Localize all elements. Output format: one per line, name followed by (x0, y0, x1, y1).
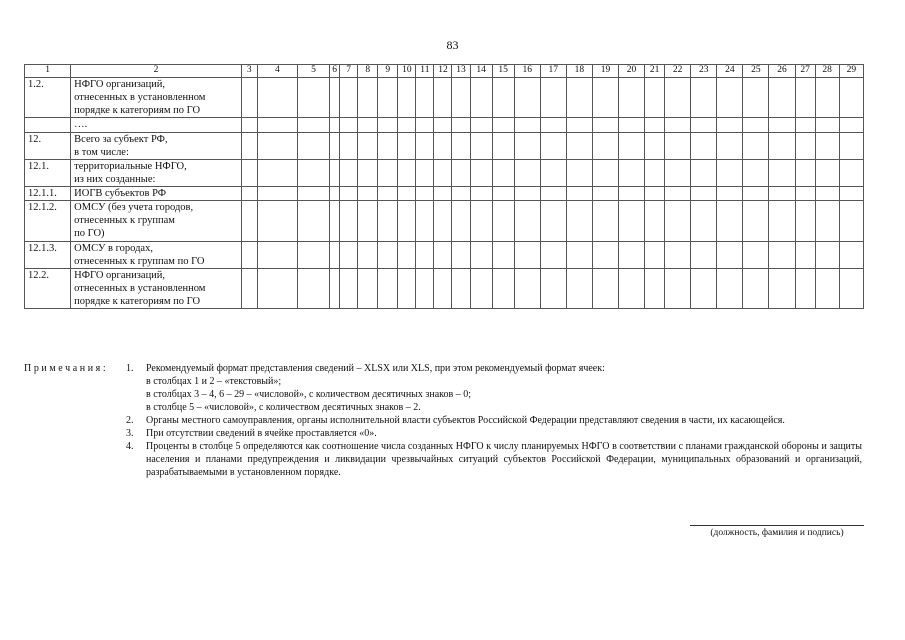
column-header-13: 13 (452, 65, 470, 78)
column-header-23: 23 (691, 65, 717, 78)
table-cell (743, 187, 769, 201)
table-cell (398, 268, 416, 308)
table-cell (566, 118, 592, 132)
row-label: ОМСУ в городах, отнесенных к группам по ГО (71, 241, 242, 268)
table-cell (795, 78, 815, 118)
column-header-10: 10 (398, 65, 416, 78)
table-cell (340, 78, 358, 118)
table-cell (330, 268, 340, 308)
table-cell (257, 78, 297, 118)
column-header-24: 24 (717, 65, 743, 78)
note-text: в столбцах 3 – 4, 6 – 29 – «числовой», с количеством десятичных знаков – 0; (146, 389, 471, 400)
table-cell (839, 268, 863, 308)
table-cell (452, 201, 470, 241)
column-header-19: 19 (592, 65, 618, 78)
column-header-27: 27 (795, 65, 815, 78)
table-row (25, 159, 864, 186)
table-cell (717, 132, 743, 159)
table-cell (452, 159, 470, 186)
table-cell (452, 118, 470, 132)
table-cell (514, 187, 540, 201)
table-cell (358, 159, 378, 186)
table-cell (645, 241, 665, 268)
table-cell (795, 132, 815, 159)
table-row (25, 132, 864, 159)
table-cell (665, 159, 691, 186)
table-cell (769, 159, 795, 186)
table-cell (769, 201, 795, 241)
table-cell (769, 241, 795, 268)
table-cell (297, 78, 329, 118)
table-cell (257, 268, 297, 308)
table-cell (241, 118, 257, 132)
table-cell (619, 118, 645, 132)
table-cell (566, 78, 592, 118)
table-cell (645, 268, 665, 308)
table-cell (619, 78, 645, 118)
table-cell (434, 201, 452, 241)
table-cell (645, 118, 665, 132)
column-header-15: 15 (492, 65, 514, 78)
table-header-row (25, 65, 864, 78)
table-cell (330, 241, 340, 268)
table-cell (470, 241, 492, 268)
table-cell (514, 159, 540, 186)
column-header-4: 4 (257, 65, 297, 78)
table-cell (566, 132, 592, 159)
table-cell (645, 78, 665, 118)
table-cell (540, 241, 566, 268)
column-header-14: 14 (470, 65, 492, 78)
table-cell (540, 159, 566, 186)
table-cell (416, 132, 434, 159)
table-cell (492, 241, 514, 268)
note-text: в столбцах 1 и 2 – «текстовый»; (146, 376, 282, 387)
note-item (126, 362, 862, 414)
table-cell (592, 187, 618, 201)
table-cell (691, 78, 717, 118)
table-cell (241, 268, 257, 308)
note-item (126, 440, 862, 479)
table-cell (839, 118, 863, 132)
row-code: 12.2. (25, 268, 71, 308)
table-cell (492, 201, 514, 241)
table-cell (358, 118, 378, 132)
table-cell (743, 241, 769, 268)
table-cell (665, 132, 691, 159)
table-cell (378, 201, 398, 241)
table-cell (434, 132, 452, 159)
table-cell (378, 187, 398, 201)
column-header-22: 22 (665, 65, 691, 78)
table-cell (645, 159, 665, 186)
table-cell (645, 187, 665, 201)
note-number: 2. (126, 415, 134, 426)
table-cell (398, 159, 416, 186)
column-header-6: 6 (330, 65, 340, 78)
table-cell (691, 268, 717, 308)
table-row (25, 241, 864, 268)
table-cell (434, 241, 452, 268)
table-cell (592, 201, 618, 241)
table-cell (514, 201, 540, 241)
column-header-17: 17 (540, 65, 566, 78)
table-cell (358, 241, 378, 268)
data-table (24, 64, 864, 309)
table-cell (717, 118, 743, 132)
table-cell (769, 132, 795, 159)
table-cell (257, 159, 297, 186)
table-cell (815, 78, 839, 118)
row-label: ОМСУ (без учета городов, отнесенных к группам по ГО) (71, 201, 242, 241)
table-cell (619, 132, 645, 159)
table-cell (378, 118, 398, 132)
column-header-20: 20 (619, 65, 645, 78)
table-cell (665, 187, 691, 201)
row-code (25, 118, 71, 132)
table-cell (470, 268, 492, 308)
row-label: НФГО организаций, отнесенных в установленном порядке к категориям по ГО (71, 78, 242, 118)
table-cell (358, 201, 378, 241)
table-cell (434, 268, 452, 308)
table-cell (330, 132, 340, 159)
column-header-21: 21 (645, 65, 665, 78)
table-cell (257, 201, 297, 241)
table-cell (795, 268, 815, 308)
table-cell (330, 159, 340, 186)
table-cell (795, 187, 815, 201)
table-cell (769, 187, 795, 201)
table-cell (434, 159, 452, 186)
table-cell (398, 78, 416, 118)
table-cell (398, 241, 416, 268)
table-cell (434, 187, 452, 201)
table-cell (691, 241, 717, 268)
column-header-25: 25 (743, 65, 769, 78)
table-cell (540, 118, 566, 132)
table-cell (297, 132, 329, 159)
row-code: 12.1.2. (25, 201, 71, 241)
table-cell (815, 118, 839, 132)
table-cell (257, 241, 297, 268)
table-cell (839, 132, 863, 159)
table-cell (566, 241, 592, 268)
table-cell (470, 132, 492, 159)
table-cell (241, 132, 257, 159)
table-cell (514, 132, 540, 159)
table-cell (815, 132, 839, 159)
table-cell (470, 187, 492, 201)
table-cell (452, 187, 470, 201)
table-row (25, 118, 864, 132)
table-cell (398, 132, 416, 159)
table-cell (592, 268, 618, 308)
table-cell (795, 159, 815, 186)
table-cell (514, 241, 540, 268)
table-cell (434, 118, 452, 132)
note-number: 3. (126, 428, 134, 439)
note-text: Проценты в столбце 5 определяются как соотношение числа созданных НФГО к числу планируемых НФГО в соответствии с планами гражданской обороны и защиты населения и планами предупреждения и ликвидации чрезвычайных ситуаций субъектов Российской Федерации, муниципальных образований и организаций, разрабатываемыми в установленном порядке. (146, 441, 862, 478)
column-header-29: 29 (839, 65, 863, 78)
row-label: Всего за субъект РФ, в том числе: (71, 132, 242, 159)
table-cell (540, 132, 566, 159)
table-cell (297, 187, 329, 201)
table-cell (378, 241, 398, 268)
table-cell (743, 118, 769, 132)
table-cell (378, 268, 398, 308)
table-cell (297, 159, 329, 186)
table-cell (297, 268, 329, 308)
column-header-8: 8 (358, 65, 378, 78)
table-cell (769, 118, 795, 132)
table-cell (592, 118, 618, 132)
row-label: …. (71, 118, 242, 132)
table-cell (398, 187, 416, 201)
note-text: в столбце 5 – «числовой», с количеством десятичных знаков – 2. (146, 402, 421, 413)
page-number: 83 (446, 38, 459, 52)
row-label: ИОГВ субъектов РФ (71, 187, 242, 201)
table-cell (241, 201, 257, 241)
table-cell (470, 78, 492, 118)
table-cell (619, 201, 645, 241)
column-header-18: 18 (566, 65, 592, 78)
table-cell (717, 241, 743, 268)
table-cell (358, 187, 378, 201)
table-cell (815, 201, 839, 241)
table-cell (257, 118, 297, 132)
table-cell (717, 187, 743, 201)
table-cell (378, 78, 398, 118)
table-cell (619, 268, 645, 308)
table-cell (492, 187, 514, 201)
table-cell (297, 201, 329, 241)
table-cell (665, 201, 691, 241)
table-row (25, 268, 864, 308)
table-cell (416, 241, 434, 268)
table-cell (340, 241, 358, 268)
table-cell (340, 159, 358, 186)
table-cell (540, 78, 566, 118)
table-cell (815, 241, 839, 268)
table-cell (452, 132, 470, 159)
row-label: территориальные НФГО, из них созданные: (71, 159, 242, 186)
table-cell (241, 78, 257, 118)
row-code: 1.2. (25, 78, 71, 118)
table-cell (619, 187, 645, 201)
table-cell (398, 201, 416, 241)
table-cell (540, 201, 566, 241)
table-cell (416, 201, 434, 241)
column-header-1: 1 (25, 65, 71, 78)
table-cell (492, 159, 514, 186)
table-cell (795, 201, 815, 241)
table-cell (691, 132, 717, 159)
row-code: 12.1. (25, 159, 71, 186)
column-header-26: 26 (769, 65, 795, 78)
note-text: Органы местного самоуправления, органы исполнительной власти субъектов Российской Федерации представляют сведения в части, их касающейся. (146, 415, 785, 426)
table-cell (815, 268, 839, 308)
table-cell (743, 159, 769, 186)
table-cell (619, 241, 645, 268)
table-cell (492, 78, 514, 118)
table-cell (691, 159, 717, 186)
table-cell (492, 118, 514, 132)
table-cell (839, 159, 863, 186)
table-cell (665, 268, 691, 308)
table-cell (257, 187, 297, 201)
column-header-9: 9 (378, 65, 398, 78)
table-cell (691, 201, 717, 241)
note-text: При отсутствии сведений в ячейке проставляется «0». (146, 428, 377, 439)
table-cell (795, 241, 815, 268)
note-number: 1. (126, 363, 134, 374)
column-header-12: 12 (434, 65, 452, 78)
table-row (25, 201, 864, 241)
table-cell (717, 201, 743, 241)
table-cell (743, 132, 769, 159)
table-cell (795, 118, 815, 132)
table-cell (592, 241, 618, 268)
table-cell (358, 78, 378, 118)
note-item (126, 414, 862, 427)
table-cell (815, 159, 839, 186)
table-cell (378, 132, 398, 159)
table-cell (241, 159, 257, 186)
table-cell (378, 159, 398, 186)
table-cell (340, 201, 358, 241)
table-cell (416, 268, 434, 308)
table-cell (743, 268, 769, 308)
table-cell (717, 78, 743, 118)
table-cell (691, 118, 717, 132)
table-cell (241, 187, 257, 201)
table-cell (645, 132, 665, 159)
column-header-3: 3 (241, 65, 257, 78)
table-cell (257, 132, 297, 159)
table-cell (297, 118, 329, 132)
table-cell (691, 187, 717, 201)
table-cell (492, 268, 514, 308)
table-cell (470, 201, 492, 241)
table-cell (241, 241, 257, 268)
column-header-11: 11 (416, 65, 434, 78)
table-cell (358, 132, 378, 159)
table-cell (330, 118, 340, 132)
notes-list (126, 362, 862, 479)
table-cell (592, 78, 618, 118)
table-cell (452, 268, 470, 308)
table-cell (330, 201, 340, 241)
table-cell (514, 78, 540, 118)
row-code: 12. (25, 132, 71, 159)
table-cell (566, 187, 592, 201)
table-cell (645, 201, 665, 241)
table-cell (492, 132, 514, 159)
column-header-7: 7 (340, 65, 358, 78)
table-cell (297, 241, 329, 268)
table-cell (340, 187, 358, 201)
table-cell (769, 268, 795, 308)
column-header-16: 16 (514, 65, 540, 78)
table-cell (839, 201, 863, 241)
table-cell (470, 118, 492, 132)
row-code: 12.1.3. (25, 241, 71, 268)
table-cell (416, 78, 434, 118)
note-text: Рекомендуемый формат представления сведений – XLSX или XLS, при этом рекомендуемый формат ячеек: (146, 363, 605, 374)
table-cell (566, 159, 592, 186)
table-cell (358, 268, 378, 308)
table-cell (416, 118, 434, 132)
table-cell (839, 241, 863, 268)
table-cell (717, 268, 743, 308)
table-cell (619, 159, 645, 186)
note-item (126, 427, 862, 440)
table-cell (340, 268, 358, 308)
signature-caption: (должность, фамилия и подпись) (690, 525, 864, 538)
table-cell (743, 78, 769, 118)
table-cell (452, 241, 470, 268)
table-cell (416, 159, 434, 186)
column-header-28: 28 (815, 65, 839, 78)
table-cell (743, 201, 769, 241)
table-cell (470, 159, 492, 186)
table-cell (839, 187, 863, 201)
table-cell (540, 268, 566, 308)
table-row (25, 78, 864, 118)
table-cell (340, 132, 358, 159)
table-cell (398, 118, 416, 132)
table-cell (815, 187, 839, 201)
table-cell (434, 78, 452, 118)
notes-title: Примечания: (24, 363, 109, 374)
table-cell (330, 187, 340, 201)
row-code: 12.1.1. (25, 187, 71, 201)
table-cell (592, 132, 618, 159)
table-cell (514, 268, 540, 308)
row-label: НФГО организаций, отнесенных в установленном порядке к категориям по ГО (71, 268, 242, 308)
table-cell (540, 187, 566, 201)
table-cell (592, 159, 618, 186)
table-row (25, 187, 864, 201)
table-cell (416, 187, 434, 201)
table-cell (330, 78, 340, 118)
table-cell (717, 159, 743, 186)
table-cell (452, 78, 470, 118)
table-cell (514, 118, 540, 132)
table-cell (665, 118, 691, 132)
table-cell (665, 241, 691, 268)
table-cell (769, 78, 795, 118)
column-header-5: 5 (297, 65, 329, 78)
note-number: 4. (126, 441, 134, 452)
table-cell (839, 78, 863, 118)
table-cell (340, 118, 358, 132)
table-cell (566, 201, 592, 241)
table-cell (665, 78, 691, 118)
table-cell (566, 268, 592, 308)
column-header-2: 2 (71, 65, 242, 78)
